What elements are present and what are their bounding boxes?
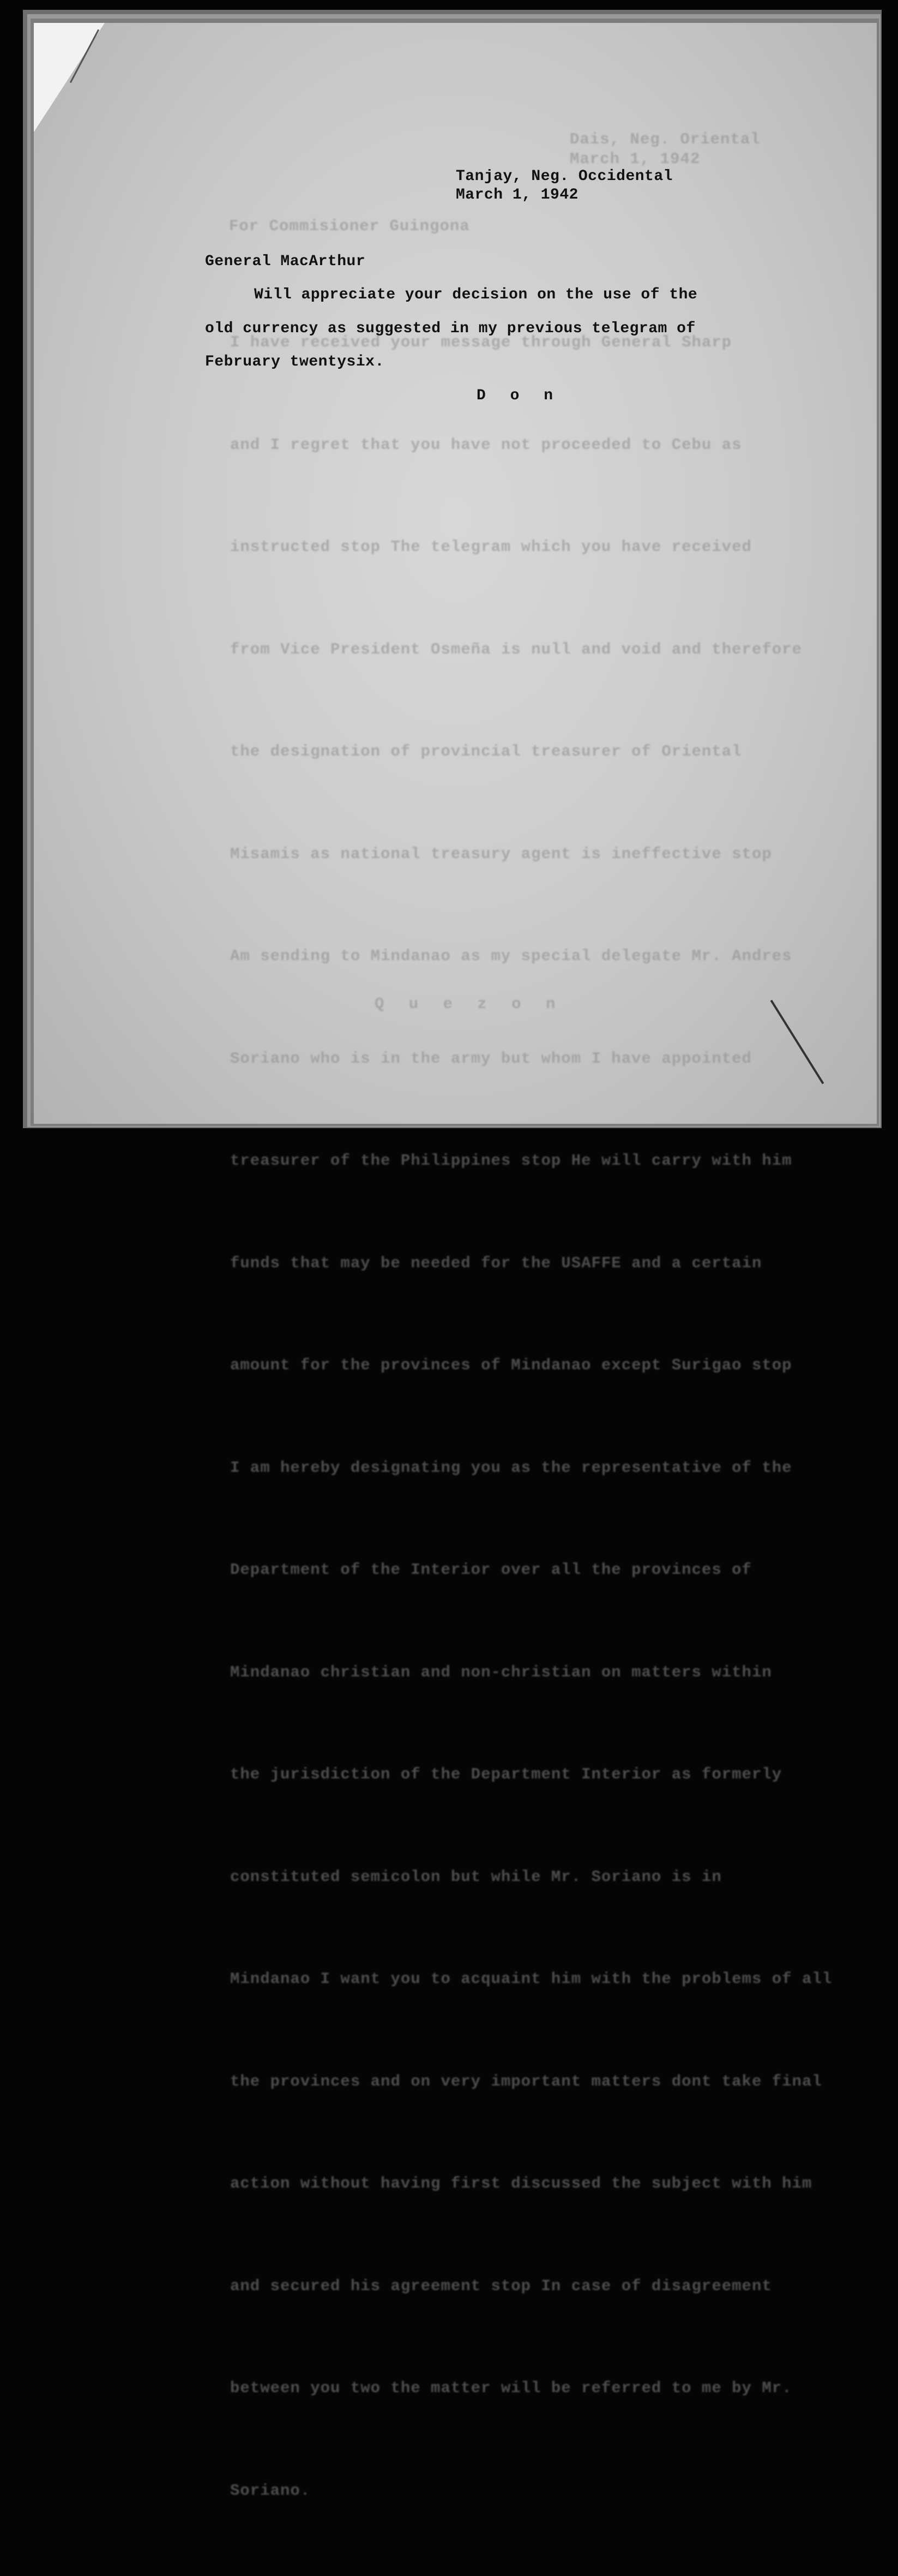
document-page (34, 23, 877, 2500)
underlying-body-line: the provinces and on very important matters dont take final (230, 2072, 822, 2090)
letter-place: Tanjay, Neg. Occidental (456, 168, 673, 185)
underlying-letter-salutation: For Commisioner Guingona (229, 217, 470, 235)
underlying-body-line: Am sending to Mindanao as my special delegate Mr. Andres (230, 947, 792, 965)
underlying-letter-body (230, 257, 832, 2576)
underlying-body-line: I am hereby designating you as the representative of the (230, 1458, 792, 1477)
underlying-body-line: Soriano. (230, 2481, 311, 2500)
underlying-body-line: Department of the Interior over all the provinces of (230, 1561, 752, 1579)
underlying-body-line: from Vice President Osmeña is null and void and therefore (230, 640, 802, 658)
underlying-body-line: amount for the provinces of Mindanao except Surigao stop (230, 1356, 792, 1374)
underlying-body-line: the designation of provincial treasurer of Oriental (230, 742, 742, 760)
underlying-body-line: Misamis as national treasury agent is ineffective stop (230, 844, 772, 863)
underlying-body-line: the jurisdiction of the Department Interior as formerly (230, 1765, 782, 1783)
underlying-body-line: Mindanao christian and non-christian on matters within (230, 1663, 772, 1681)
underlying-body-line: treasurer of the Philippines stop He will carry with him (230, 1152, 792, 1170)
letter-signature: D o n (477, 387, 561, 404)
underlying-body-line: funds that may be needed for the USAFFE and a certain (230, 1254, 762, 1272)
underlying-body-line: and I regret that you have not proceeded to Cebu as (230, 435, 742, 454)
letter-date: March 1, 1942 (456, 187, 578, 203)
underlying-body-line: Mindanao I want you to acquaint him with the problems of all (230, 1970, 833, 1988)
underlying-body-line: between you two the matter will be referred to me by Mr. (230, 2379, 792, 2397)
letter-salutation: General MacArthur (205, 253, 366, 270)
underlying-body-line: and secured his agreement stop In case of disagreement (230, 2277, 772, 2295)
underlying-body-line: I have received your message through General Sharp (230, 333, 732, 351)
underlying-body-line: constituted semicolon but while Mr. Soriano is in (230, 1867, 722, 1886)
letter-body-line: Will appreciate your decision on the use of the (254, 286, 698, 303)
underlying-body-line: action without having first discussed the subject with him (230, 2174, 812, 2192)
underlying-body-line: Soriano who is in the army but whom I have appointed (230, 1049, 752, 1068)
underlying-letter-signature: Q u e z o n (375, 995, 563, 1013)
letter-body-line: February twentysix. (205, 354, 384, 370)
letter-body-line: old currency as suggested in my previous telegram of (205, 320, 696, 337)
underlying-letter-dateline: Dais, Neg. Oriental March 1, 1942 (570, 130, 761, 168)
underlying-body-line: instructed stop The telegram which you have received (230, 538, 752, 556)
